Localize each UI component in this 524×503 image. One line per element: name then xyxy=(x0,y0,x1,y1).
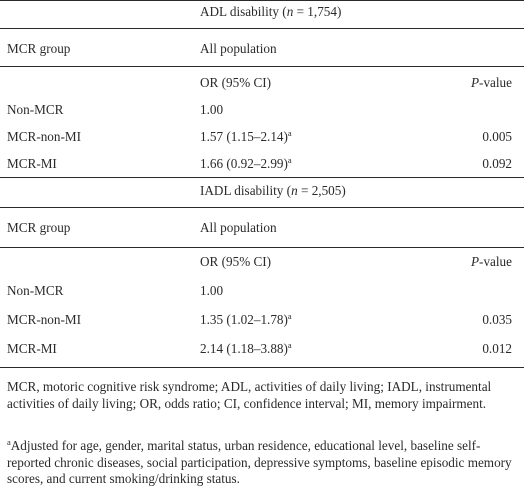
adl-section-title: ADL disability (n = 1,754) xyxy=(200,4,342,19)
adl-header-rule xyxy=(0,66,524,67)
iadl-or-header: OR (95% CI) xyxy=(200,254,272,269)
p-value: 0.092 xyxy=(482,156,512,171)
or-value: 1.35 $(1.02-1.78)^a$ xyxy=(200,311,292,327)
table-row: Non-MCR xyxy=(7,283,64,298)
iadl-group-header: MCR group xyxy=(7,220,71,235)
or-value: 1.57 $(1.15-2.14)^a$ xyxy=(200,128,292,144)
abbreviations-footnote: MCR, motoric cognitive risk syndrome; ADL, activities of daily living; IADL, instrumental activities of daily living; OR, odds ratio; CI, confidence interval; MI, memory impairment. xyxy=(7,379,492,411)
or-value: 1.00 xyxy=(200,283,224,298)
or-value: 1.66 $(0.92-2.99)^a$ xyxy=(200,155,292,171)
adl-p-header: P-value xyxy=(470,75,512,90)
p-value: 0.012 xyxy=(482,341,512,356)
table-row: MCR-MI xyxy=(7,341,57,356)
p-value: 0.005 xyxy=(482,129,512,144)
table-bottom-rule xyxy=(0,367,524,368)
iadl-p-header: P-value xyxy=(470,254,512,269)
table-row: MCR-non-MI xyxy=(7,129,81,144)
adl-population-header: All population xyxy=(200,41,277,56)
iadl-section-title: IADL disability (n = 2,505) xyxy=(200,183,346,198)
or-value: 1.00 xyxy=(200,102,224,117)
iadl-section-rule xyxy=(0,177,524,178)
table-top-rule xyxy=(0,0,524,1)
iadl-header-rule xyxy=(0,247,524,248)
iadl-population-header: All population xyxy=(200,220,277,235)
adl-group-header: MCR group xyxy=(7,41,71,56)
or-value: 2.14 $(1.18-3.88)^a$ xyxy=(200,340,292,356)
table-row: Non-MCR xyxy=(7,102,64,117)
adl-title-rule xyxy=(0,28,524,29)
iadl-title-rule xyxy=(0,207,524,208)
p-value: 0.035 xyxy=(482,312,512,327)
adjustment-footnote: $^a$Adjusted for age, gender, marital status, urban residence, educational level, baseline self-reported chronic diseases, social participation, depressive symptoms, baseline episodic memory scores, and current smoking/drinking status. xyxy=(7,437,512,486)
table-row: MCR-non-MI xyxy=(7,312,81,327)
table-row: MCR-MI xyxy=(7,156,57,171)
adl-or-header: OR (95% CI) xyxy=(200,75,272,90)
